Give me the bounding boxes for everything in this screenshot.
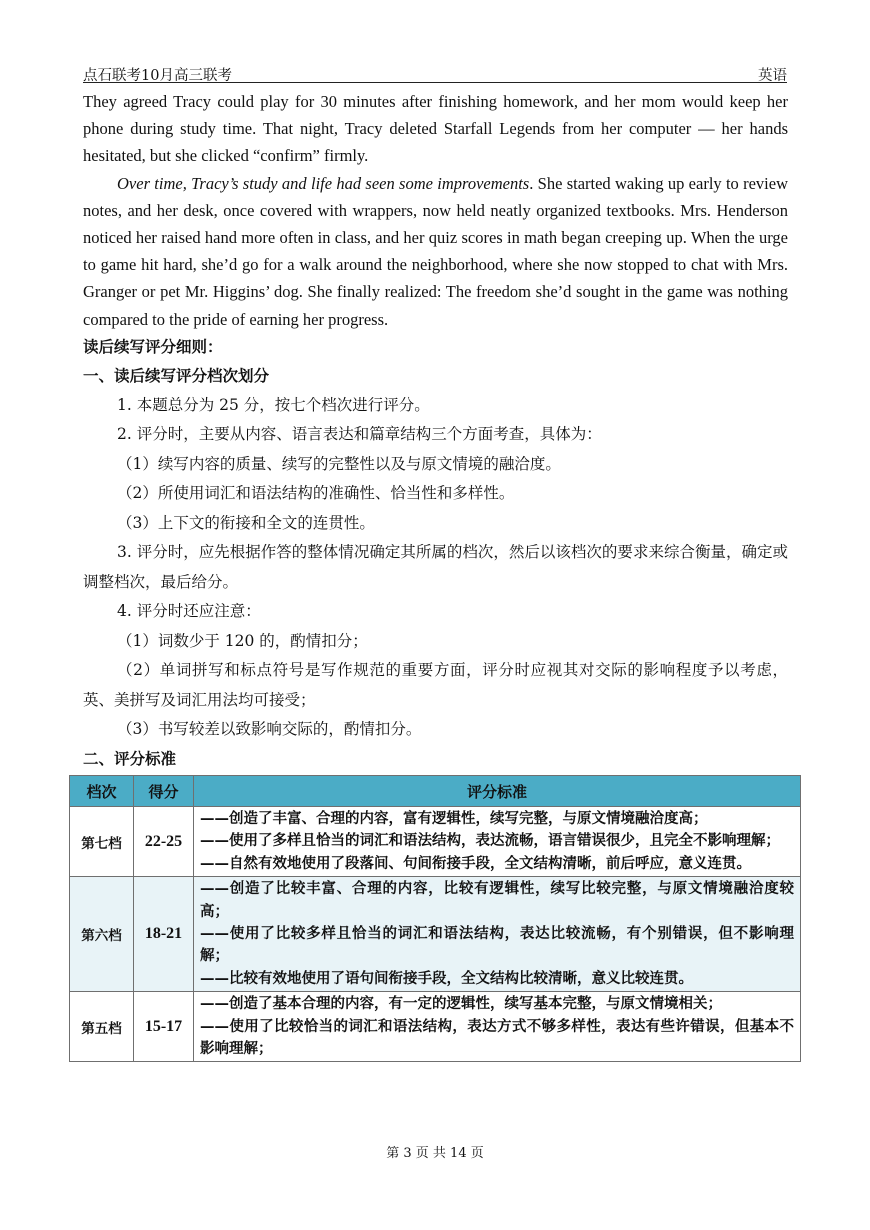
page-content	[83, 88, 788, 774]
table-row	[70, 877, 801, 992]
grade-score: 18-21	[134, 877, 194, 992]
passage-paragraph-2-opening: Over time, Tracy’s study and life had seen some improvements	[117, 173, 530, 193]
header-subject: 英语	[758, 68, 787, 84]
header-criteria: 评分标准	[194, 776, 801, 807]
criteria-line: ——使用了多样且恰当的词汇和语法结构，表达流畅，语言错误很少，且完全不影响理解；	[200, 833, 780, 850]
grade-level: 第五档	[70, 992, 134, 1062]
grade-criteria	[194, 877, 801, 992]
scoring-table	[69, 775, 801, 1062]
passage-paragraph-2	[83, 170, 788, 333]
criteria-line: ——使用了比较恰当的词汇和语法结构，表达方式不够多样性，表达有些许错误，但基本不影响理解；	[200, 1018, 794, 1058]
passage-paragraph-1: They agreed Tracy could play for 30 minutes after finishing homework, and her mom would keep her phone during study time. That night, Tracy deleted Starfall Legends from her computer — her hands hesitated, but she clicked “confirm” firmly.	[83, 92, 788, 166]
table-header-row	[70, 776, 801, 807]
rubric-item-2-3: （3）上下文的衔接和全文的连贯性。	[117, 513, 375, 532]
grade-score: 15-17	[134, 992, 194, 1062]
criteria-line: ——自然有效地使用了段落间、句间衔接手段，全文结构清晰，前后呼应，意义连贯。	[200, 855, 751, 872]
passage-paragraph-2-body: . She started waking up early to review notes, and her desk, once covered with wrappers, now held neatly organized textbooks. Mrs. Henderson noticed her raised hand more often in class, and her quiz scores in math began creeping up. When the urge to game hit hard, she’d go for a walk around the neighborhood, where she now stopped to chat with Mrs. Granger or pet Mr. Higgins’ dog. She finally realized: The freedom she’d sought in the game was nothing compared to the pride of earning her progress.	[83, 173, 788, 329]
rubric-item-2-1: （1）续写内容的质量、续写的完整性以及与原文情境的融洽度。	[117, 454, 561, 473]
rubric-item-4-2: （2）单词拼写和标点符号是写作规范的重要方面，评分时应视其对交际的影响程度予以考虑，英、美拼写及词汇用法均可接受；	[83, 661, 788, 709]
grade-criteria	[194, 807, 801, 877]
table-row	[70, 992, 801, 1062]
grade-level: 第六档	[70, 877, 134, 992]
rubric-item-2-2: （2）所使用词汇和语法结构的准确性、恰当性和多样性。	[117, 484, 515, 503]
criteria-line: ——创造了比较丰富、合理的内容，比较有逻辑性，续写比较完整，与原文情境融洽度较高；	[200, 881, 794, 920]
grade-score: 22-25	[134, 807, 194, 877]
section-heading-1: 一、读后续写评分档次划分	[83, 366, 270, 385]
grade-criteria	[194, 992, 801, 1062]
criteria-line: ——创造了基本合理的内容，有一定的逻辑性，续写基本完整，与原文情境相关；	[200, 996, 722, 1013]
rubric-item-2: 2. 评分时，主要从内容、语言表达和篇章结构三个方面考查，具体为：	[117, 425, 602, 444]
header-level: 档次	[70, 776, 134, 807]
page-number: 第 3 页 共 14 页	[386, 1146, 484, 1161]
rubric-item-1: 1. 本题总分为 25 分，按七个档次进行评分。	[117, 395, 430, 414]
criteria-line: ——创造了丰富、合理的内容，富有逻辑性，续写完整，与原文情境融洽度高；	[200, 811, 708, 827]
rubric-title: 读后续写评分细则：	[83, 337, 223, 356]
section-heading-2: 二、评分标准	[83, 749, 177, 768]
criteria-line: ——使用了比较多样且恰当的词汇和语法结构，表达比较流畅，有个别错误，但不影响理解；	[200, 926, 794, 965]
header-exam-title: 点石联考10月高三联考	[83, 68, 232, 84]
table-row	[70, 807, 801, 877]
rubric-item-4-1: （1）词数少于 120 的，酌情扣分；	[117, 631, 368, 650]
rubric-item-3: 3. 评分时，应先根据作答的整体情况确定其所属的档次，然后以该档次的要求来综合衡量，确定或调整档次，最后给分。	[83, 543, 788, 591]
rubric-item-4: 4. 评分时还应注意：	[117, 602, 261, 621]
page-header	[83, 62, 787, 83]
header-score: 得分	[134, 776, 194, 807]
criteria-line: ——比较有效地使用了语句间衔接手段，全文结构比较清晰，意义比较连贯。	[200, 970, 693, 987]
rubric-item-4-3: （3）书写较差以致影响交际的，酌情扣分。	[117, 720, 422, 739]
grade-level: 第七档	[70, 807, 134, 877]
